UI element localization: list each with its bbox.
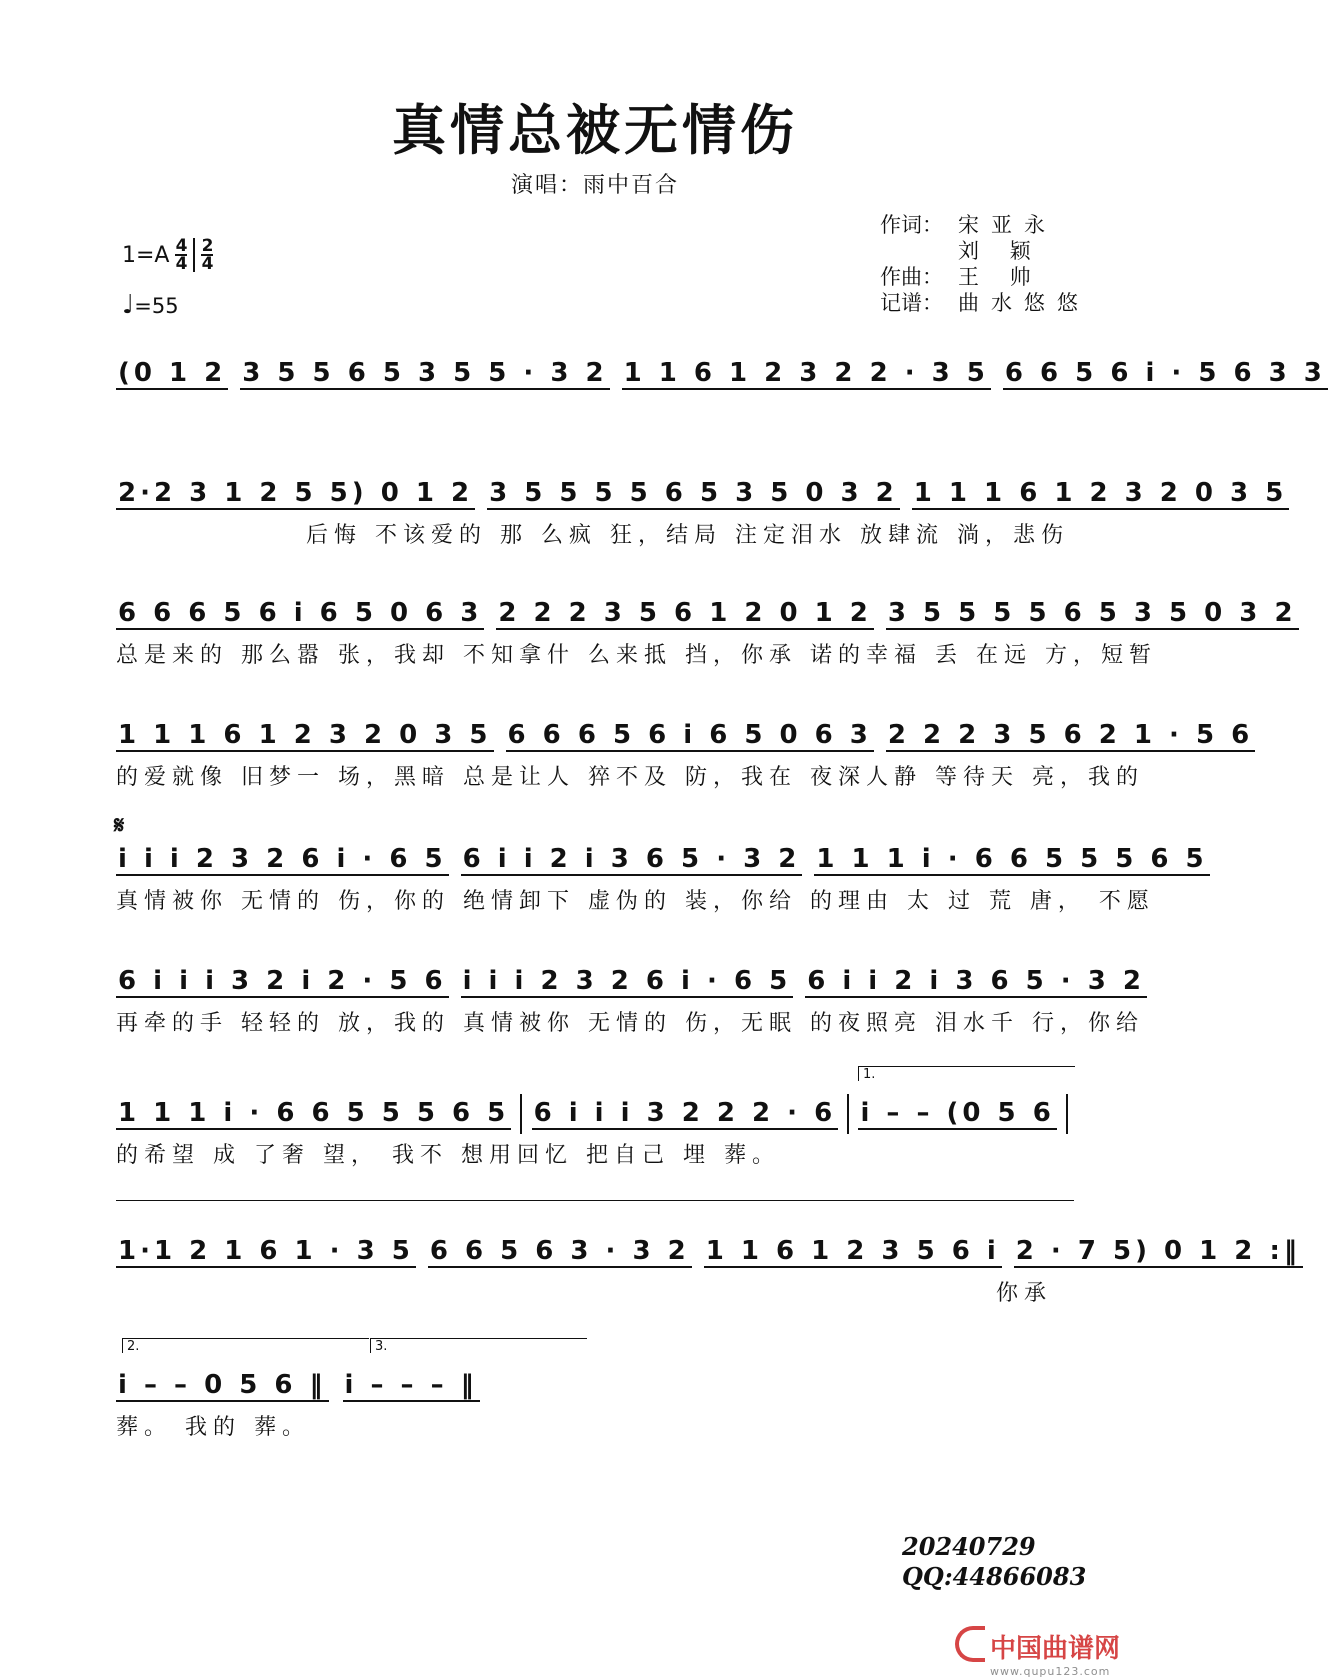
measure: i – – – ‖ [344,1370,478,1400]
notation-line [116,836,1208,884]
lyrics-line [116,398,1074,434]
notation-line [116,590,1297,638]
measure: 6 i i i 3 2 2 2 · 6 [533,1098,837,1128]
measure: i i i 2 3 2 6 i · 6 5 [462,966,792,996]
segno-icon: 𝄋 [114,810,125,839]
lyrics-line: 你承 [995,1281,1052,1306]
transcriber-name: 曲水悠悠 [958,291,1090,315]
lyrics-line: 再牵的手 轻轻的 放，我的 真情被你 无情的 伤，无眠 的夜照亮 泪水千 行，你给 [116,1011,1144,1036]
date-text: 20240729 [902,1532,1036,1561]
score-system-2 [116,470,1288,554]
volta-2: 2. [122,1338,369,1353]
volta-1-continuation [116,1200,1074,1201]
measure: 6 6 5 6 i · 5 6 3 3 [1004,358,1326,388]
lyrics-line: 真情被你 无情的 伤，你的 绝情卸下 虚伪的 装，你给 的理由 太 过 荒 唐， 不愿 [116,889,1155,914]
measure: i i i 2 3 2 6 i · 6 5 [118,844,447,874]
key-tonic: 1=A [122,242,170,268]
lyrics-line: 的爱就像 旧梦一 场，黑暗 总是让人 猝不及 防，我在 夜深人静 等待天 亮，我的 [116,765,1144,790]
measure: 2 2 2 3 5 6 1 2 0 1 2 [498,598,872,628]
meter-separator [193,238,195,272]
measure: 1 1 1 6 1 2 3 2 0 3 5 [118,720,492,750]
measure: 3 5 5 6 5 3 5 5 · 3 2 [242,358,608,388]
watermark-url: www.qupu123.com [990,1665,1111,1678]
score-system-4 [116,712,1254,796]
measure: 1·1 2 1 6 1 · 3 5 [118,1236,414,1266]
lyricist-name-2: 刘 颖 [958,239,1043,263]
measure: 1 1 6 1 2 3 2 2 · 3 5 [623,358,989,388]
score-system-6 [116,958,1145,1042]
measure: 6 6 6 5 6 i 6 5 0 6 3 [118,598,483,628]
qq-text: QQ:44866083 [902,1562,1087,1591]
measure: 6 i i 2 i 3 6 5 · 3 2 [807,966,1145,996]
notation-line [116,470,1288,518]
watermark-logo-icon [955,1626,985,1662]
barline [1066,1094,1068,1134]
measure: 3 5 5 5 5 6 5 3 5 0 3 2 [489,478,898,508]
notation-line [116,1090,1074,1138]
measure: 6 6 5 6 3 · 3 2 [429,1236,690,1266]
measure: 2·2 3 1 2 5 5) 0 1 2 [118,478,474,508]
lyrics-line: 后悔 不该爱的 那 么疯 狂，结局 注定泪水 放肆流 淌，悲伤 [306,523,1069,548]
measure: 1 1 1 i · 6 6 5 5 5 6 5 [118,1098,510,1128]
key-signature [122,238,213,272]
lyrics-line: 葬。 我的 葬。 [116,1415,310,1440]
measure: 2 · 7 5) 0 1 2 :‖ [1015,1236,1301,1266]
transcriber-label: 记谱： [880,291,943,315]
measure: 6 i i 2 i 3 6 5 · 3 2 [462,844,801,874]
lyricist-name: 宋亚永 [958,213,1057,237]
measure: 1 1 1 6 1 2 3 2 0 3 5 [913,478,1288,508]
measure: 2 2 2 3 5 6 2 1 · 5 6 [887,720,1254,750]
volta-1: 1. [858,1066,1075,1081]
lyrics-line: 总是来的 那么嚣 张，我却 不知拿什 么来抵 挡，你承 诺的幸福 丢 在远 方，短暂 [116,643,1157,668]
lyricist-label-2 [880,238,958,264]
singer-credit: 演唱：雨中百合 [510,173,679,198]
barline [847,1094,849,1134]
watermark-text: 中国曲谱网 [990,1634,1121,1664]
notation-line [116,1362,596,1410]
score-system-3 [116,590,1297,674]
volta-3: 3. [370,1338,587,1353]
barline [520,1094,522,1134]
measure: 3 5 5 5 5 6 5 3 5 0 3 2 [887,598,1297,628]
measure: 6 i i i 3 2 i 2 · 5 6 [118,966,447,996]
watermark [990,1628,1120,1678]
composer-label: 作曲： [880,265,943,289]
meter-2-4: $\frac{2}{4}$ [201,236,214,274]
measure: i – – 0 5 6 ‖ [118,1370,327,1400]
measure: i – – (0 5 6 [860,1098,1055,1128]
score-system-1 [116,350,1326,434]
notation-line [116,712,1254,760]
notation-line [116,1228,1301,1276]
measure: 6 6 6 5 6 i 6 5 0 6 3 [507,720,872,750]
score-system-5 [116,836,1208,920]
lyrics-line: 的希望 成 了奢 望， 我不 想用回忆 把自己 埋 葬。 [116,1143,780,1168]
date-stamp [902,1532,1086,1592]
composer-name: 王 帅 [958,265,1043,289]
score-system-9 [116,1362,596,1446]
measure: 1 1 6 1 2 3 5 6 i [705,1236,1000,1266]
quarter-note-icon: ♩ [122,290,135,320]
measure: 1 1 1 i · 6 6 5 5 5 6 5 [816,844,1208,874]
song-title: 真情总被无情伤 [392,99,798,162]
meter-4-4: $\frac{4}{4}$ [175,236,188,274]
notation-line [116,350,1326,398]
measure: (0 1 2 [118,358,227,388]
score-system-7 [116,1090,1074,1174]
score-system-8 [116,1228,1301,1312]
credits-block [880,212,1090,316]
tempo-marking: ♩=55 [122,290,179,320]
lyricist-label: 作词： [880,213,943,237]
notation-line [116,958,1145,1006]
